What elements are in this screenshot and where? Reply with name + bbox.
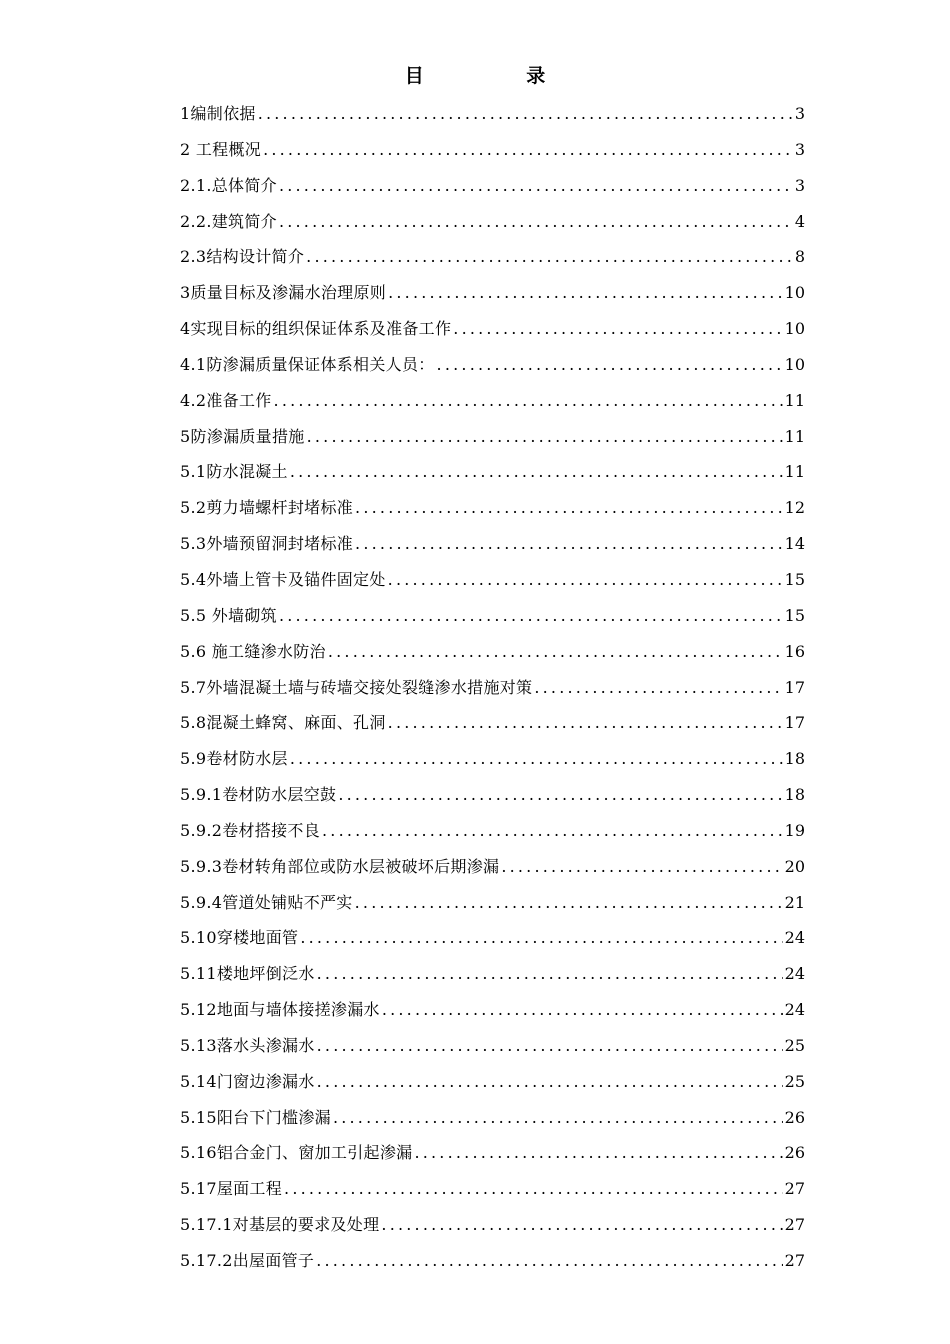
toc-entry-page-number: 25 (784, 1035, 805, 1055)
toc-entry-page-number: 10 (784, 319, 805, 339)
toc-dot-leader (279, 168, 793, 204)
toc-dot-leader (316, 1243, 782, 1279)
toc-entry[interactable] (180, 1100, 805, 1136)
toc-dot-leader (300, 920, 782, 956)
toc-entry[interactable] (180, 454, 805, 490)
toc-entry[interactable] (180, 920, 805, 956)
toc-dot-leader (328, 634, 783, 670)
toc-entry-label: 1编制依据 (180, 104, 256, 123)
toc-entry[interactable] (180, 1171, 805, 1207)
toc-entry-page-number: 4 (794, 211, 805, 231)
toc-entry-page-number: 16 (784, 641, 805, 661)
toc-entry[interactable] (180, 885, 805, 921)
toc-entry-label: 2 工程概况 (180, 139, 262, 159)
toc-entry-label: 2.3结构设计简介 (180, 247, 305, 267)
toc-entry[interactable] (180, 634, 805, 670)
toc-entry-page-number: 15 (784, 569, 805, 589)
toc-entry-label: 2.1.总体简介 (180, 175, 277, 195)
toc-entry-label: 5.11楼地坪倒泛水 (180, 964, 315, 984)
toc-entry-page-number: 24 (784, 964, 805, 984)
toc-entry-page-number: 17 (784, 713, 805, 733)
toc-entry-page-number: 24 (784, 1000, 805, 1020)
toc-entry-label: 5.5 外墙砌筑 (180, 605, 277, 625)
toc-entry-page-number: 25 (784, 1071, 805, 1091)
toc-entry-page-number: 10 (784, 354, 805, 374)
toc-dot-leader (355, 526, 783, 562)
toc-entry[interactable] (180, 96, 805, 132)
toc-dot-leader (501, 849, 782, 885)
toc-entry-page-number: 26 (784, 1107, 805, 1127)
toc-entry-label: 4.1防渗漏质量保证体系相关人员： (180, 354, 435, 374)
toc-entry-label: 5.2剪力墙螺杆封堵标准 (180, 498, 354, 518)
toc-entry-page-number: 3 (794, 104, 805, 123)
toc-dot-leader (317, 956, 783, 992)
toc-entry-label: 5.12地面与墙体接搓渗漏水 (180, 1000, 380, 1020)
toc-entry[interactable] (180, 562, 805, 598)
toc-dot-leader (290, 454, 783, 490)
toc-entry-page-number: 20 (784, 856, 805, 876)
toc-entry[interactable] (180, 419, 805, 455)
toc-entry[interactable] (180, 1135, 805, 1171)
toc-dot-leader (258, 96, 793, 132)
toc-entry-label: 2.2.建筑简介 (180, 211, 277, 231)
toc-dot-leader (338, 777, 782, 813)
toc-entry[interactable] (180, 670, 805, 706)
toc-entry-page-number: 18 (784, 749, 805, 769)
toc-entry-label: 5.10穿楼地面管 (180, 928, 299, 948)
toc-entry-page-number: 24 (784, 928, 805, 948)
toc-dot-leader (279, 598, 783, 634)
toc-entry-label: 5.17.2出屋面管子 (180, 1251, 315, 1270)
toc-dot-leader (290, 741, 783, 777)
toc-entry-page-number: 11 (784, 462, 805, 482)
toc-entry[interactable] (180, 490, 805, 526)
toc-entry-page-number: 27 (784, 1215, 805, 1235)
toc-entry-page-number: 12 (784, 498, 805, 518)
toc-entry-label: 5.4外墙上管卡及锚件固定处 (180, 569, 386, 589)
toc-entry-page-number: 27 (784, 1251, 805, 1270)
toc-entry-label: 4.2准备工作 (180, 390, 272, 410)
toc-dot-leader (414, 1135, 782, 1171)
toc-entry[interactable] (180, 168, 805, 204)
toc-entry-label: 4实现目标的组织保证体系及准备工作 (180, 319, 452, 339)
toc-entry-label: 5.1防水混凝土 (180, 462, 288, 482)
toc-dot-leader (355, 490, 783, 526)
toc-entry[interactable] (180, 239, 805, 275)
toc-entry-page-number: 11 (784, 426, 805, 446)
toc-dot-leader (388, 275, 783, 311)
toc-entry[interactable] (180, 992, 805, 1028)
toc-entry[interactable] (180, 813, 805, 849)
toc-dot-leader (437, 347, 783, 383)
toc-entry[interactable] (180, 204, 805, 240)
toc-entry[interactable] (180, 598, 805, 634)
toc-dot-leader (317, 1064, 783, 1100)
toc-entry-label: 5.9.2卷材搭接不良 (180, 820, 321, 840)
toc-entry-label: 5防渗漏质量措施 (180, 426, 305, 446)
toc-entry[interactable] (180, 849, 805, 885)
toc-dot-leader (274, 383, 783, 419)
toc-entry-label: 5.17屋面工程 (180, 1179, 283, 1199)
toc-entry[interactable] (180, 526, 805, 562)
toc-entry-page-number: 17 (784, 677, 805, 697)
toc-dot-leader (534, 670, 782, 706)
toc-dot-leader (322, 813, 783, 849)
toc-entry-label: 5.8混凝土蜂窝、麻面、孔洞 (180, 713, 386, 733)
toc-entry[interactable] (180, 1207, 805, 1243)
toc-entry-label: 5.9.4管道处铺贴不严实 (180, 892, 353, 912)
toc-entry-label: 5.9卷材防水层 (180, 749, 288, 769)
toc-entry-page-number: 10 (784, 283, 805, 303)
toc-entry-page-number: 26 (784, 1143, 805, 1163)
toc-entry-page-number: 19 (784, 820, 805, 840)
toc-dot-leader (453, 311, 782, 347)
toc-entry-label: 3质量目标及渗漏水治理原则 (180, 283, 387, 303)
toc-entry[interactable] (180, 705, 805, 741)
toc-dot-leader (381, 1207, 782, 1243)
toc-entry[interactable] (180, 956, 805, 992)
toc-entry-label: 5.3外墙预留洞封堵标准 (180, 534, 354, 554)
toc-entry[interactable] (180, 347, 805, 383)
toc-entry-page-number: 18 (784, 785, 805, 805)
toc-entry-label: 5.15阳台下门槛渗漏 (180, 1107, 331, 1127)
toc-dot-leader (279, 204, 793, 240)
toc-entry[interactable] (180, 132, 805, 168)
toc-entry-page-number: 3 (794, 175, 805, 195)
toc-title: 目 录 (404, 65, 594, 87)
toc-entry-label: 5.9.1卷材防水层空鼓 (180, 785, 337, 805)
toc-entry-label: 5.17.1对基层的要求及处理 (180, 1215, 380, 1235)
toc-entry[interactable] (180, 311, 805, 347)
toc-dot-leader (263, 132, 793, 168)
toc-entry[interactable] (180, 777, 805, 813)
toc-entry-page-number: 27 (784, 1179, 805, 1199)
toc-entry-label: 5.16铝合金门、窗加工引起渗漏 (180, 1143, 413, 1163)
toc-dot-leader (284, 1171, 783, 1207)
toc-entry[interactable] (180, 1064, 805, 1100)
toc-dot-leader (388, 562, 783, 598)
toc-entry-label: 5.13落水头渗漏水 (180, 1035, 315, 1055)
toc-entry[interactable] (180, 383, 805, 419)
toc-dot-leader (382, 992, 783, 1028)
toc-entry[interactable] (180, 741, 805, 777)
toc-entry-label: 5.9.3卷材转角部位或防水层被破坏后期渗漏 (180, 856, 500, 876)
toc-entry[interactable] (180, 1028, 805, 1064)
toc-entry-page-number: 15 (784, 605, 805, 625)
toc-list (180, 96, 805, 1279)
toc-dot-leader (317, 1028, 783, 1064)
toc-entry-page-number: 3 (794, 139, 805, 159)
toc-entry-page-number: 21 (784, 892, 805, 912)
toc-entry-label: 5.14门窗边渗漏水 (180, 1071, 315, 1091)
toc-entry-label: 5.7外墙混凝土墙与砖墙交接处裂缝渗水措施对策 (180, 677, 533, 697)
toc-dot-leader (306, 239, 793, 275)
toc-dot-leader (355, 885, 783, 921)
toc-entry-page-number: 8 (794, 247, 805, 267)
toc-entry-page-number: 11 (784, 390, 805, 410)
toc-entry-page-number: 14 (784, 534, 805, 554)
toc-entry[interactable] (180, 1243, 805, 1279)
toc-dot-leader (333, 1100, 783, 1136)
toc-dot-leader (307, 419, 783, 455)
toc-entry[interactable] (180, 275, 805, 311)
toc-dot-leader (388, 705, 783, 741)
toc-entry-label: 5.6 施工缝渗水防治 (180, 641, 326, 661)
